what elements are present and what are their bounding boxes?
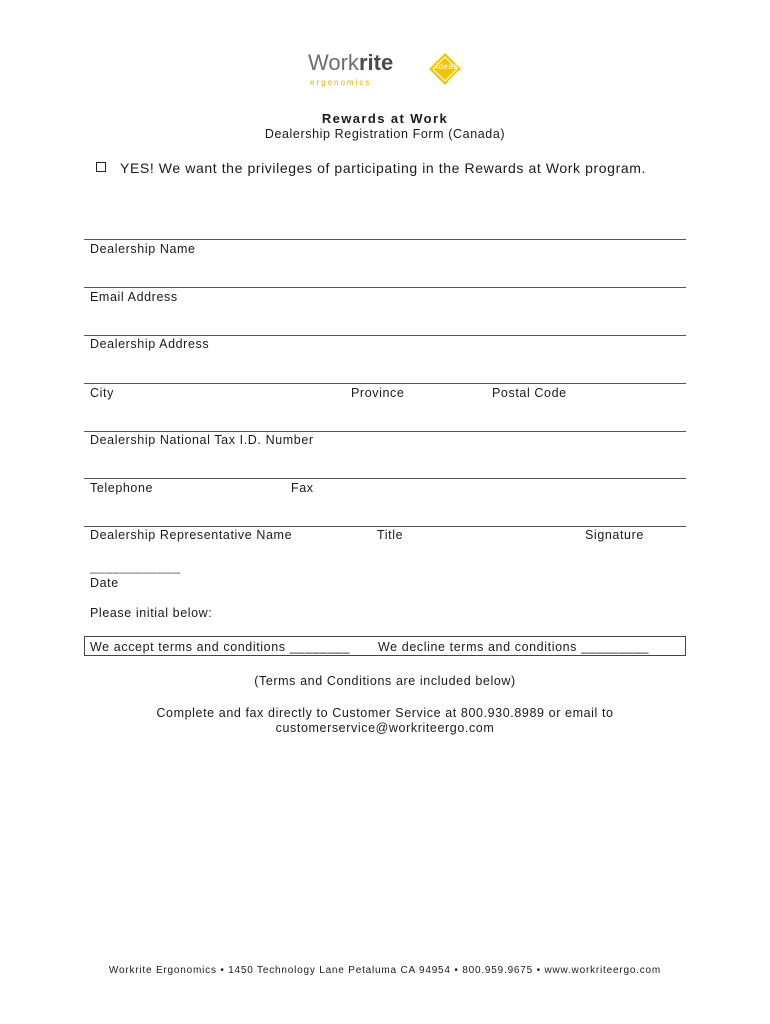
divider xyxy=(84,335,686,336)
divider xyxy=(84,383,686,384)
rep-name-label: Dealership Representative Name xyxy=(90,528,293,542)
yes-option xyxy=(96,160,646,176)
dealership-name-label: Dealership Name xyxy=(90,242,196,256)
province-label: Province xyxy=(351,386,405,400)
workrite-logo xyxy=(308,50,393,76)
tax-id-label: Dealership National Tax I.D. Number xyxy=(90,433,314,447)
telephone-field[interactable] xyxy=(84,497,284,525)
logo-word-regular: Work xyxy=(308,50,359,75)
city-label: City xyxy=(90,386,114,400)
postal-code-label: Postal Code xyxy=(492,386,567,400)
dealership-address-field[interactable] xyxy=(84,354,686,382)
decline-terms[interactable]: We decline terms and conditions _________ xyxy=(378,640,650,654)
divider xyxy=(84,431,686,432)
date-line[interactable]: ____________ xyxy=(90,560,181,574)
form-subtitle: Dealership Registration Form (Canada) xyxy=(264,127,506,141)
email-field[interactable] xyxy=(84,306,686,334)
badge-text: ideas xyxy=(436,62,459,71)
initial-prompt: Please initial below: xyxy=(90,606,213,620)
divider xyxy=(84,287,686,288)
telephone-label: Telephone xyxy=(90,481,154,495)
title-label: Title xyxy=(377,528,404,542)
form-title: Rewards at Work xyxy=(321,111,449,126)
signature-label: Signature xyxy=(585,528,644,542)
tax-id-field[interactable] xyxy=(84,450,686,478)
fax-label: Fax xyxy=(291,481,314,495)
dealership-address-label: Dealership Address xyxy=(90,337,210,351)
dealership-name-field[interactable] xyxy=(84,258,686,286)
yes-checkbox[interactable] xyxy=(96,162,106,172)
ideas-badge-icon xyxy=(428,52,462,86)
instructions-email[interactable]: customerservice@workriteergo.com xyxy=(275,721,495,735)
divider xyxy=(84,526,686,527)
logo-word-bold: rite xyxy=(358,50,394,75)
divider xyxy=(84,239,686,240)
yes-option-text: YES! We want the privileges of participating in the Rewards at Work program. xyxy=(120,160,646,176)
city-field[interactable] xyxy=(84,402,344,430)
logo-subtitle: ergonomics xyxy=(310,78,372,87)
footer: Workrite Ergonomics • 1450 Technology Lane Petaluma CA 94954 • 800.959.9675 • www.workriteergo.com xyxy=(108,965,662,976)
divider xyxy=(84,478,686,479)
email-label: Email Address xyxy=(90,290,178,304)
province-field[interactable] xyxy=(346,402,486,430)
fax-field[interactable] xyxy=(286,497,686,525)
instructions-line-1: Complete and fax directly to Customer Service at 800.930.8989 or email to xyxy=(156,706,614,720)
date-label: Date xyxy=(90,576,119,590)
accept-terms[interactable]: We accept terms and conditions ________ xyxy=(90,640,351,654)
terms-note: (Terms and Conditions are included below) xyxy=(254,674,516,688)
postal-code-field[interactable] xyxy=(488,402,686,430)
